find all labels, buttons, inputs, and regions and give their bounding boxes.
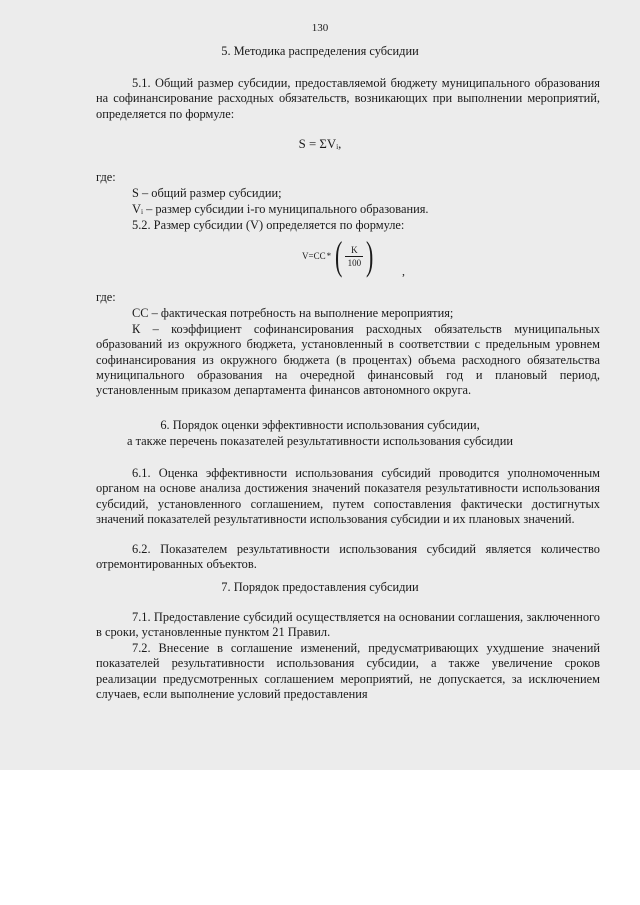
section-6-heading-line2: а также перечень показателей результативности использования субсидии (126, 434, 514, 448)
paragraph-5-2: 5.2. Размер субсидии (V) определяется по формуле: (132, 218, 405, 232)
blank-lower-area (0, 770, 640, 905)
formula-subsidy-size: V=CC * ( $\frac{K}{100}$ ) (302, 233, 374, 278)
section-6-heading-line1: 6. Порядок оценки эффективности использования субсидии, (160, 418, 480, 432)
definition-k: К – коэффициент софинансирования расходных обязательств муниципальных образований из окружного бюджета, установленный в соответствии с предельным уровнем софинансирования из окружного бюджета (в процентах) объема расходного обязательства муниципального образования на очередной финансовый год и плановый период, установленным приказом департамента финансов автономного округа. (96, 322, 600, 398)
paragraph-6-1: 6.1. Оценка эффективности использования субсидий проводится уполномоченным органом на основе анализа достижения значений показателя результативности использования субсидий, установленного соглашением, путем сопоставления фактически достигнутых значений показателей результативности использования субсидии и их плановых значений. (96, 466, 600, 526)
formula-lhs: V=CC (302, 251, 326, 261)
paragraph-7-1: 7.1. Предоставление субсидий осуществляется на основании соглашения, заключенного в сроки, установленные пунктом 21 Правил. (96, 610, 600, 640)
section-7-heading: 7. Порядок предоставления субсидии (221, 580, 419, 594)
formula-numerator: K (351, 244, 358, 255)
formula-fraction (345, 245, 363, 268)
paragraph-7-2: 7.2. Внесение в соглашение изменений, предусматривающих ухудшение значений показателей результативности использования субсидии, а также увеличение сроков реализации предусмотренных соглашением мероприятий, не допускается, за исключением случаев, если выполнение условий предоставления (96, 641, 600, 701)
paragraph-6-2: 6.2. Показателем результативности использования субсидий является количество отремонтированных объектов. (96, 542, 600, 572)
where-label-1: где: (96, 170, 116, 184)
formula-denominator: 100 (347, 257, 362, 268)
where-label-2: где: (96, 290, 116, 304)
definition-vi: Vᵢ – размер субсидии i-го муниципального образования. (132, 202, 429, 216)
section-5-heading: 5. Методика распределения субсидии (221, 44, 419, 58)
formula-multiply: * (326, 251, 332, 261)
paragraph-5-1: 5.1. Общий размер субсидии, предоставляемой бюджету муниципального образования на софинансирование расходных обязательств, возникающих при выполнении мероприятий, определяется по формуле: (96, 76, 600, 121)
definition-cc: СС – фактическая потребность на выполнение мероприятия; (132, 306, 454, 320)
page-number: 130 (311, 22, 329, 34)
definition-s: S – общий размер субсидии; (132, 186, 282, 200)
formula-total-subsidy: S = ΣVᵢ, (298, 137, 342, 151)
formula-trailing-comma: , (402, 264, 405, 278)
